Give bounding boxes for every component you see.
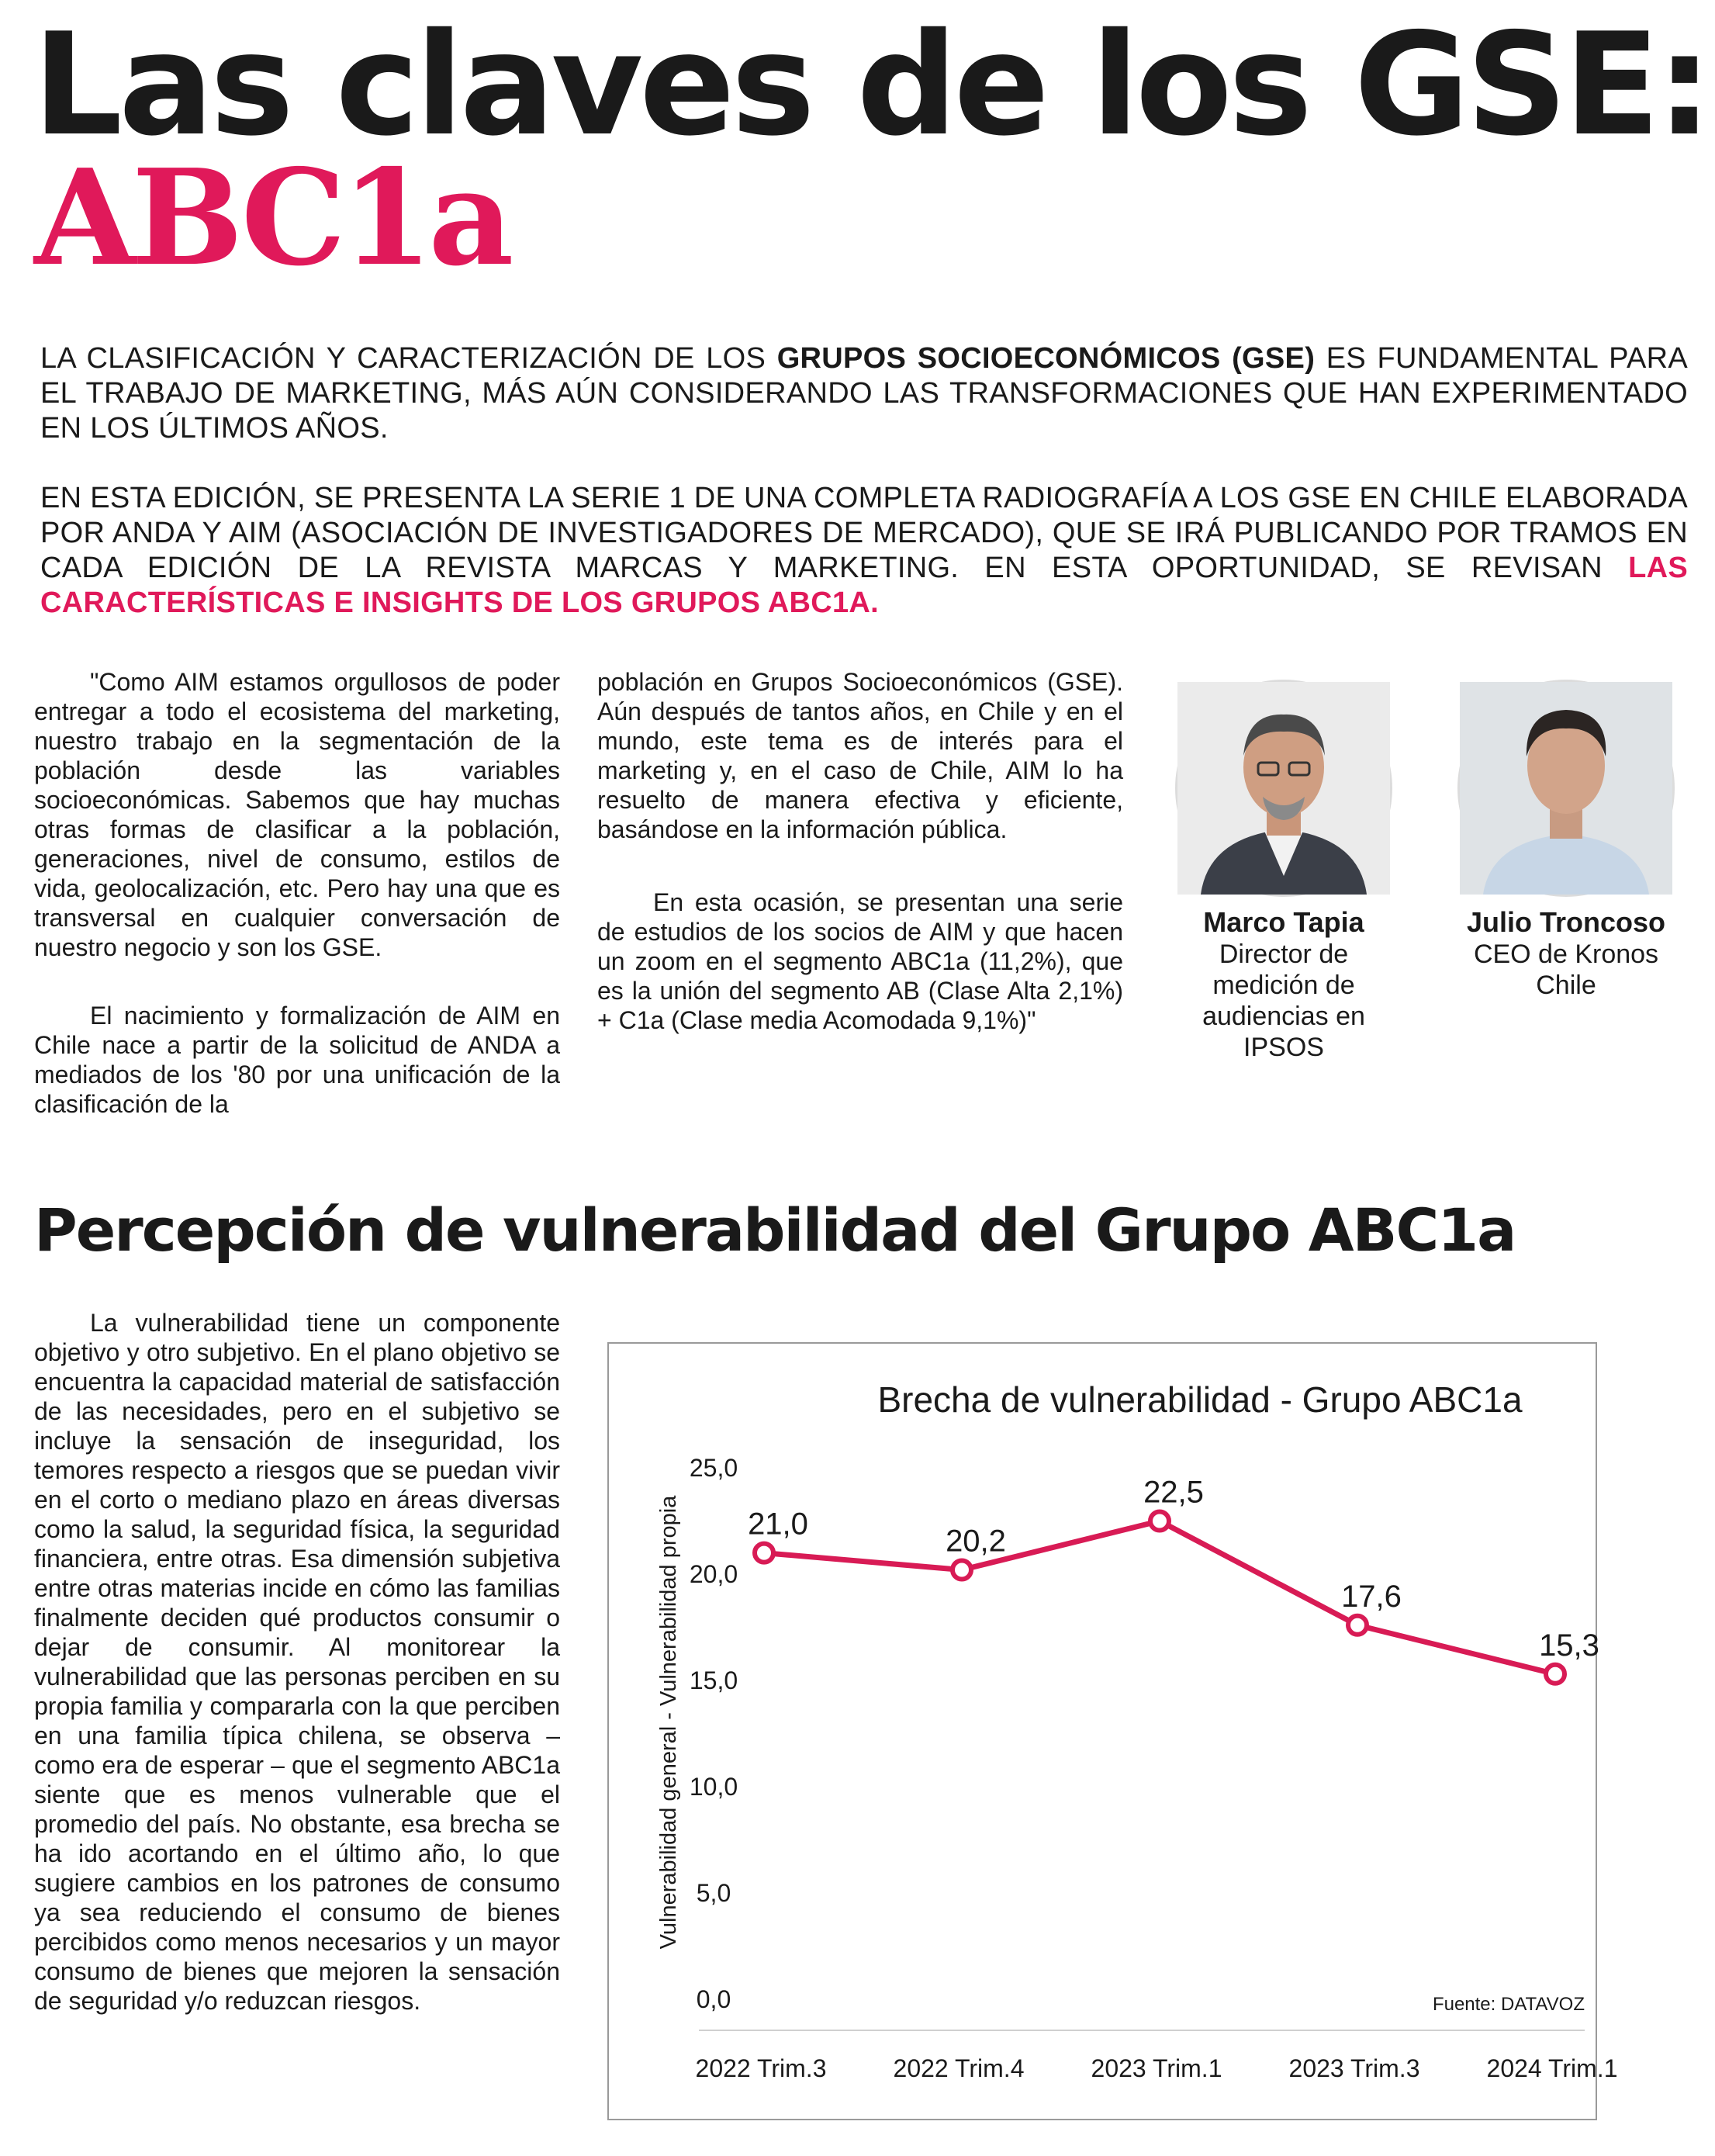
- intro-text: EN ESTA EDICIÓN, SE PRESENTA LA SERIE 1 DE UNA COMPLETA RADIOGRAFÍA A LOS GSE EN CHILE ELABORADA POR ANDA Y AIM (ASOCIACIÓN DE INVESTIGADORES DE MERCADO), QUE SE IRÁ PUBLICANDO POR TRAMOS EN CADA EDICIÓN DE LA REVISTA MARCAS Y MARKETING. EN ESTA OPORTUNIDAD, SE REVISAN: [40, 482, 1688, 584]
- x-tick-label: 2022 Trim.4: [893, 2054, 1025, 2082]
- quote-paragraph: población en Grupos Socioeconómicos (GSE). Aún después de tantos años, en Chile y en el mundo, este tema es de interés para el marketing y, en el caso de Chile, AIM lo ha resuelto de manera efectiva y eficiente, basándose en la información pública.: [597, 668, 1123, 843]
- person-role: Director de medición de audiencias en IPSOS: [1202, 940, 1365, 1062]
- quote-paragraph: En esta ocasión, se presentan una serie de estudios de los socios de AIM y que hacen un zoom en el segmento ABC1a (11,2%), que es la unión del segmento AB (Clase Alta 2,1%) + C1a (Clase media Acomodada 9,1%)": [597, 888, 1123, 1034]
- data-label: 21,0: [748, 1507, 808, 1542]
- chart-series: [764, 1521, 1555, 1674]
- x-tick-label: 2023 Trim.1: [1091, 2054, 1222, 2082]
- vulnerability-chart: [607, 1342, 1618, 2120]
- person-portrait-icon: [1460, 682, 1672, 895]
- chart-source: Fuente: DATAVOZ: [1432, 1994, 1585, 2015]
- y-tick-label: 15,0: [689, 1666, 738, 1694]
- person-name: Julio Troncoso: [1466, 906, 1666, 938]
- chart-data-labels: [748, 1476, 1599, 1663]
- chart-title: Brecha de vulnerabilidad - Grupo ABC1a: [877, 1379, 1523, 1420]
- data-point: [755, 1544, 773, 1562]
- intro-text: ES FUNDAMENTAL PARA EL TRABAJO DE MARKETING, MÁS AÚN CONSIDERANDO LAS TRANSFORMACIONES QUE HAN EXPERIMENTADO EN LOS ÚLTIMOS AÑOS.: [40, 342, 1688, 445]
- quote-column-2: [597, 667, 1123, 1035]
- data-point: [1348, 1616, 1367, 1635]
- person-card-marco-tapia: [1171, 680, 1396, 1063]
- x-tick-label: 2024 Trim.1: [1486, 2054, 1618, 2082]
- chart-x-ticks: [696, 2054, 1618, 2082]
- data-point: [953, 1561, 971, 1580]
- quote-paragraph: El nacimiento y formalización de AIM en Chile nace a partir de la solicitud de ANDA a mediados de los '80 por una unificación de la clasificación de la: [34, 1002, 560, 1118]
- data-point: [1150, 1512, 1169, 1531]
- intro-highlight: LAS CARACTERÍSTICAS E INSIGHTS DE LOS GRUPOS ABC1A.: [40, 552, 1688, 619]
- data-label: 20,2: [946, 1524, 1006, 1559]
- chart-points: [755, 1512, 1565, 1684]
- person-portrait-icon: [1177, 682, 1390, 895]
- chart-y-ticks: [690, 1454, 738, 2013]
- x-tick-label: 2022 Trim.3: [695, 2054, 827, 2082]
- main-title: Las claves de los GSE:: [33, 2, 1710, 167]
- y-tick-label: 5,0: [696, 1879, 731, 1907]
- main-title-segment: ABC1a: [34, 140, 510, 296]
- data-label: 15,3: [1539, 1628, 1599, 1663]
- person-role: CEO de Kronos Chile: [1473, 940, 1659, 1000]
- series-line: [764, 1521, 1555, 1674]
- data-point: [1546, 1665, 1565, 1684]
- data-label: 22,5: [1143, 1475, 1204, 1510]
- quote-column-1: [34, 667, 560, 1119]
- chart-y-axis-label: Vulnerabilidad general - Vulnerabilidad propia: [656, 1495, 681, 1950]
- avatar: [1457, 680, 1675, 897]
- chart-canvas: [609, 1344, 1618, 2119]
- section-paragraph: La vulnerabilidad tiene un componente objetivo y otro subjetivo. En el plano objetivo se encuentra la capacidad material de satisfacción de las necesidades, pero en el subjetivo se incluye la sensación de inseguridad, los temores respecto a riesgos que se puedan vivir en el corto o mediano plazo en áreas diversas como la salud, la seguridad física, la seguridad financiera, entre otras. Esa dimensión subjetiva entre otras materias incide en cómo las familias finalmente deciden qué productos consumir o dejar de consumir. Al monitorear la vulnerabilidad que las personas perciben en su propia familia y compararla con la que perciben en una familia típica chilena, se observa – como era de esperar – que el segmento ABC1a siente que es menos vulnerable que el promedio del país. No obstante, esa brecha se ha ido acortando en el último año, lo que sugiere cambios en los patrones de consumo ya sea reduciendo el consumo de bienes percibidos como menos necesarios y un mayor consumo de bienes que mejoren la sensación de seguridad y/o reduzcan riesgos.: [34, 1309, 560, 2015]
- person-card-julio-troncoso: [1454, 680, 1679, 1001]
- y-tick-label: 10,0: [689, 1773, 738, 1801]
- intro-bold-gse: GRUPOS SOCIOECONÓMICOS (GSE): [776, 342, 1316, 375]
- intro-paragraph-1: [40, 341, 1688, 446]
- data-label: 17,6: [1341, 1579, 1402, 1614]
- y-tick-label: 20,0: [689, 1560, 738, 1588]
- person-name: Marco Tapia: [1203, 906, 1364, 938]
- x-tick-label: 2023 Trim.3: [1288, 2054, 1420, 2082]
- section-title: Percepción de vulnerabilidad del Grupo ABC1a: [34, 1196, 1516, 1265]
- intro-paragraph-2: [40, 481, 1688, 621]
- intro-text: LA CLASIFICACIÓN Y CARACTERIZACIÓN DE LOS: [40, 342, 777, 375]
- y-tick-label: 25,0: [689, 1454, 738, 1482]
- avatar: [1175, 680, 1392, 897]
- y-tick-label: 0,0: [696, 1985, 731, 2013]
- quote-paragraph: "Como AIM estamos orgullosos de poder entregar a todo el ecosistema del marketing, nuestro trabajo en la segmentación de la población desde las variables socioeconómicas. Sabemos que hay muchas otras formas de clasificar a la población, generaciones, nivel de consumo, estilos de vida, geolocalización, etc. Pero hay una que es transversal en cualquier conversación de nuestro negocio y son los GSE.: [34, 668, 560, 961]
- section-body: [34, 1308, 560, 2016]
